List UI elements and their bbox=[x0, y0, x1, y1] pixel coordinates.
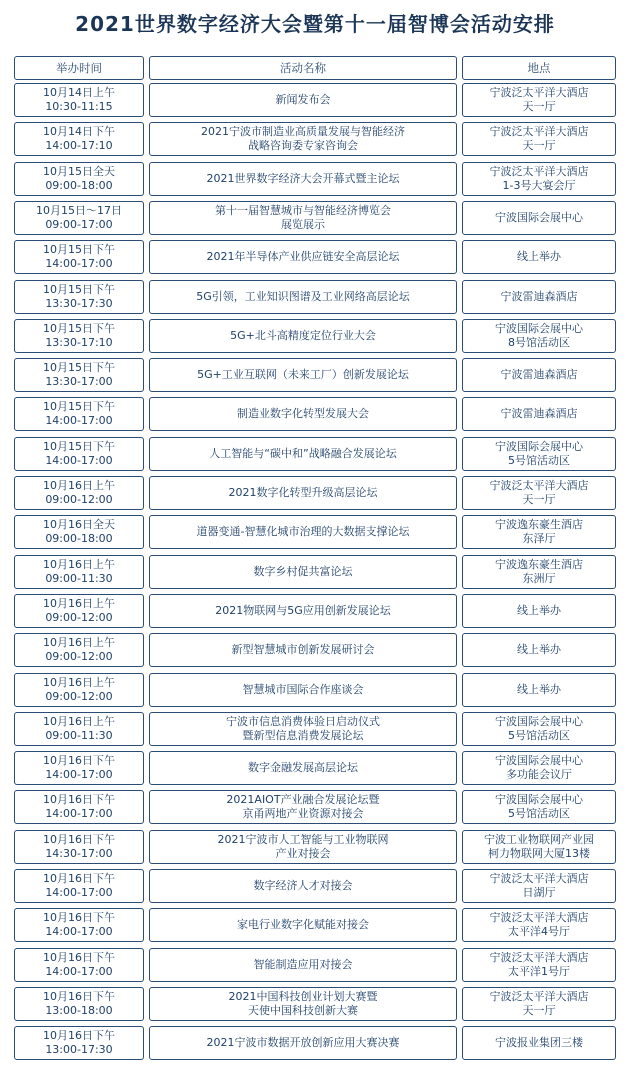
row-location: 线上举办 bbox=[462, 633, 616, 667]
row-activity-name: 5G+工业互联网（未来工厂）创新发展论坛 bbox=[149, 358, 457, 392]
row-activity-name: 家电行业数字化赋能对接会 bbox=[149, 908, 457, 942]
row-location: 宁波泛太平洋大酒店 天一厅 bbox=[462, 987, 616, 1021]
table-row bbox=[14, 948, 616, 982]
row-location: 宁波泛太平洋大酒店 太平洋1号厅 bbox=[462, 948, 616, 982]
row-time: 10月14日下午 14:00-17:10 bbox=[14, 122, 144, 156]
row-location: 宁波泛太平洋大酒店 天一厅 bbox=[462, 83, 616, 117]
row-activity-name: 2021年半导体产业供应链安全高层论坛 bbox=[149, 240, 457, 274]
row-time: 10月16日下午 14:30-17:00 bbox=[14, 830, 144, 864]
row-time: 10月16日下午 13:00-18:00 bbox=[14, 987, 144, 1021]
row-location: 线上举办 bbox=[462, 594, 616, 628]
table-row bbox=[14, 790, 616, 824]
row-activity-name: 新型智慧城市创新发展研讨会 bbox=[149, 633, 457, 667]
row-activity-name: 数字经济人才对接会 bbox=[149, 869, 457, 903]
table-row bbox=[14, 869, 616, 903]
row-location: 线上举办 bbox=[462, 673, 616, 707]
row-location: 宁波国际会展中心 5号馆活动区 bbox=[462, 790, 616, 824]
header-time: 举办时间 bbox=[14, 56, 144, 80]
row-location: 宁波泛太平洋大酒店 1-3号大宴会厅 bbox=[462, 162, 616, 196]
row-time: 10月16日下午 14:00-17:00 bbox=[14, 908, 144, 942]
row-activity-name: 智慧城市国际合作座谈会 bbox=[149, 673, 457, 707]
header-place: 地点 bbox=[462, 56, 616, 80]
row-location: 宁波国际会展中心 bbox=[462, 201, 616, 235]
table-row bbox=[14, 437, 616, 471]
row-time: 10月16日上午 09:00-12:00 bbox=[14, 476, 144, 510]
row-activity-name: 2021物联网与5G应用创新发展论坛 bbox=[149, 594, 457, 628]
table-row bbox=[14, 201, 616, 235]
page-title: 2021世界数字经济大会暨第十一届智博会活动安排 bbox=[75, 12, 555, 36]
row-location: 宁波逸东豪生酒店 东洲厅 bbox=[462, 555, 616, 589]
row-location: 宁波雷迪森酒店 bbox=[462, 358, 616, 392]
table-row bbox=[14, 594, 616, 628]
header-name: 活动名称 bbox=[149, 56, 457, 80]
table-row bbox=[14, 633, 616, 667]
row-activity-name: 新闻发布会 bbox=[149, 83, 457, 117]
table-row bbox=[14, 83, 616, 117]
row-activity-name: 2021世界数字经济大会开幕式暨主论坛 bbox=[149, 162, 457, 196]
row-location: 线上举办 bbox=[462, 240, 616, 274]
table-row bbox=[14, 515, 616, 549]
row-time: 10月16日上午 09:00-11:30 bbox=[14, 712, 144, 746]
row-location: 宁波工业物联网产业园 柯力物联网大厦13楼 bbox=[462, 830, 616, 864]
table-row bbox=[14, 673, 616, 707]
table-row bbox=[14, 397, 616, 431]
row-time: 10月16日下午 14:00-17:00 bbox=[14, 790, 144, 824]
row-location: 宁波逸东豪生酒店 东泽厅 bbox=[462, 515, 616, 549]
row-time: 10月16日下午 14:00-17:00 bbox=[14, 869, 144, 903]
row-time: 10月15日下午 13:30-17:10 bbox=[14, 319, 144, 353]
table-row bbox=[14, 987, 616, 1021]
row-location: 宁波泛太平洋大酒店 天一厅 bbox=[462, 122, 616, 156]
row-time: 10月15日～17日 09:00-17:00 bbox=[14, 201, 144, 235]
row-time: 10月16日下午 13:00-17:30 bbox=[14, 1026, 144, 1060]
row-time: 10月16日全天 09:00-18:00 bbox=[14, 515, 144, 549]
row-location: 宁波雷迪森酒店 bbox=[462, 397, 616, 431]
table-row bbox=[14, 280, 616, 314]
row-location: 宁波国际会展中心 多功能会议厅 bbox=[462, 751, 616, 785]
table-row bbox=[14, 908, 616, 942]
row-activity-name: 智能制造应用对接会 bbox=[149, 948, 457, 982]
row-location: 宁波泛太平洋大酒店 日湖厅 bbox=[462, 869, 616, 903]
row-time: 10月15日下午 13:30-17:30 bbox=[14, 280, 144, 314]
row-activity-name: 人工智能与“碳中和”战略融合发展论坛 bbox=[149, 437, 457, 471]
row-activity-name: 2021宁波市数据开放创新应用大赛决赛 bbox=[149, 1026, 457, 1060]
row-activity-name: 5G引领，工业知识图谱及工业网络高层论坛 bbox=[149, 280, 457, 314]
row-time: 10月15日下午 14:00-17:00 bbox=[14, 437, 144, 471]
row-activity-name: 第十一届智慧城市与智能经济博览会 展览展示 bbox=[149, 201, 457, 235]
row-time: 10月16日下午 14:00-17:00 bbox=[14, 948, 144, 982]
table-row bbox=[14, 476, 616, 510]
row-time: 10月16日上午 09:00-12:00 bbox=[14, 633, 144, 667]
row-activity-name: 制造业数字化转型发展大会 bbox=[149, 397, 457, 431]
row-location: 宁波泛太平洋大酒店 太平洋4号厅 bbox=[462, 908, 616, 942]
table-row bbox=[14, 162, 616, 196]
row-activity-name: 2021宁波市人工智能与工业物联网 产业对接会 bbox=[149, 830, 457, 864]
row-time: 10月15日下午 14:00-17:00 bbox=[14, 397, 144, 431]
row-activity-name: 宁波市信息消费体验日启动仪式 暨新型信息消费发展论坛 bbox=[149, 712, 457, 746]
row-location: 宁波雷迪森酒店 bbox=[462, 280, 616, 314]
table-row bbox=[14, 751, 616, 785]
row-location: 宁波国际会展中心 8号馆活动区 bbox=[462, 319, 616, 353]
row-activity-name: 5G+北斗高精度定位行业大会 bbox=[149, 319, 457, 353]
table-row bbox=[14, 1026, 616, 1060]
row-activity-name: 2021AIOT产业融合发展论坛暨 京甬两地产业资源对接会 bbox=[149, 790, 457, 824]
row-time: 10月16日上午 09:00-11:30 bbox=[14, 555, 144, 589]
row-time: 10月15日下午 14:00-17:00 bbox=[14, 240, 144, 274]
row-location: 宁波泛太平洋大酒店 天一厅 bbox=[462, 476, 616, 510]
row-activity-name: 2021中国科技创业计划大赛暨 天使中国科技创新大赛 bbox=[149, 987, 457, 1021]
table-row bbox=[14, 830, 616, 864]
row-time: 10月16日上午 09:00-12:00 bbox=[14, 673, 144, 707]
table-row bbox=[14, 555, 616, 589]
row-activity-name: 道器变通-智慧化城市治理的大数据支撑论坛 bbox=[149, 515, 457, 549]
row-time: 10月16日下午 14:00-17:00 bbox=[14, 751, 144, 785]
row-activity-name: 2021数字化转型升级高层论坛 bbox=[149, 476, 457, 510]
row-time: 10月15日下午 13:30-17:00 bbox=[14, 358, 144, 392]
row-activity-name: 2021宁波市制造业高质量发展与智能经济 战略咨询委专家咨询会 bbox=[149, 122, 457, 156]
table-row bbox=[14, 358, 616, 392]
table-row bbox=[14, 122, 616, 156]
table-row bbox=[14, 319, 616, 353]
row-time: 10月16日上午 09:00-12:00 bbox=[14, 594, 144, 628]
row-location: 宁波报业集团三楼 bbox=[462, 1026, 616, 1060]
row-time: 10月14日上午 10:30-11:15 bbox=[14, 83, 144, 117]
table-row bbox=[14, 240, 616, 274]
row-location: 宁波国际会展中心 5号馆活动区 bbox=[462, 712, 616, 746]
table-row bbox=[14, 712, 616, 746]
row-activity-name: 数字乡村促共富论坛 bbox=[149, 555, 457, 589]
row-location: 宁波国际会展中心 5号馆活动区 bbox=[462, 437, 616, 471]
row-activity-name: 数字金融发展高层论坛 bbox=[149, 751, 457, 785]
row-time: 10月15日全天 09:00-18:00 bbox=[14, 162, 144, 196]
